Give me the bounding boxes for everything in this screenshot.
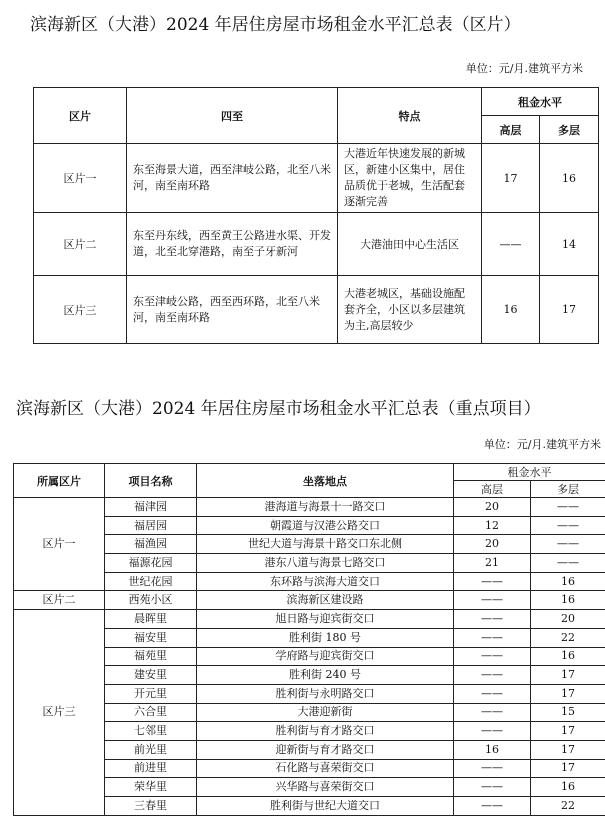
high-rent-cell: —— bbox=[454, 666, 531, 685]
header-multi: 多层 bbox=[531, 481, 605, 498]
multi-rent-cell: 16 bbox=[531, 572, 605, 591]
location-cell: 胜利街与育才路交口 bbox=[197, 722, 454, 741]
table2-unit: 单位：元/月.建筑平方米 bbox=[483, 438, 601, 451]
features-cell: 大港老城区，基础设施配套齐全，小区以多层建筑为主,高层较少 bbox=[338, 276, 482, 344]
project-name-cell: 前光里 bbox=[105, 740, 197, 759]
header-district: 所属区片 bbox=[14, 464, 105, 498]
multi-rent-cell: 16 bbox=[540, 144, 599, 213]
project-name-cell: 晨晖里 bbox=[105, 610, 197, 629]
boundary-cell: 东至海景大道，西至津岐公路，北至八米河，南至南环路 bbox=[127, 144, 338, 213]
project-name-cell: 福苑里 bbox=[105, 647, 197, 666]
high-rent-cell: 12 bbox=[454, 516, 531, 535]
location-cell: 东环路与滨海大道交口 bbox=[197, 572, 454, 591]
project-name-cell: 前进里 bbox=[105, 759, 197, 778]
district-cell: 区片三 bbox=[34, 276, 127, 344]
project-rent-table bbox=[13, 463, 605, 816]
location-cell: 石化路与喜荣街交口 bbox=[197, 759, 454, 778]
multi-rent-cell: 17 bbox=[531, 684, 605, 703]
table-row bbox=[34, 144, 599, 213]
table-row bbox=[14, 610, 605, 629]
high-rent-cell: —— bbox=[454, 722, 531, 741]
district-cell: 区片二 bbox=[14, 591, 105, 610]
high-rent-cell: 17 bbox=[482, 144, 540, 213]
header-location: 坐落地点 bbox=[197, 464, 454, 498]
header-rent: 租金水平 bbox=[454, 464, 605, 481]
district-cell: 区片一 bbox=[34, 144, 127, 213]
multi-rent-cell: 17 bbox=[540, 276, 599, 344]
header-district: 区片 bbox=[34, 88, 127, 144]
header-multi: 多层 bbox=[540, 116, 599, 144]
multi-rent-cell: —— bbox=[531, 516, 605, 535]
multi-rent-cell: —— bbox=[531, 554, 605, 573]
project-name-cell: 世纪花园 bbox=[105, 572, 197, 591]
project-name-cell: 六合里 bbox=[105, 703, 197, 722]
high-rent-cell: —— bbox=[454, 778, 531, 797]
location-cell: 大港迎新街 bbox=[197, 703, 454, 722]
high-rent-cell: —— bbox=[454, 647, 531, 666]
high-rent-cell: —— bbox=[454, 759, 531, 778]
high-rent-cell: —— bbox=[454, 572, 531, 591]
header-features: 特点 bbox=[338, 88, 482, 144]
header-project: 项目名称 bbox=[105, 464, 197, 498]
high-rent-cell: —— bbox=[454, 628, 531, 647]
project-name-cell: 开元里 bbox=[105, 684, 197, 703]
header-boundary: 四至 bbox=[127, 88, 338, 144]
features-cell: 大港近年快速发展的新城区，新建小区集中，居住品质优于老城，生活配套逐渐完善 bbox=[338, 144, 482, 213]
table-row bbox=[34, 213, 599, 276]
location-cell: 胜利街与世纪大道交口 bbox=[197, 797, 454, 816]
table2-title: 滨海新区（大港）2024 年居住房屋市场租金水平汇总表（重点项目） bbox=[16, 399, 541, 419]
district-rent-table bbox=[33, 87, 599, 344]
multi-rent-cell: 16 bbox=[531, 647, 605, 666]
district-cell: 区片三 bbox=[14, 610, 105, 816]
header-high: 高层 bbox=[454, 481, 531, 498]
high-rent-cell: 16 bbox=[454, 740, 531, 759]
multi-rent-cell: —— bbox=[531, 498, 605, 517]
header-high: 高层 bbox=[482, 116, 540, 144]
location-cell: 胜利街 240 号 bbox=[197, 666, 454, 685]
table-row bbox=[14, 591, 605, 610]
location-cell: 胜利街与永明路交口 bbox=[197, 684, 454, 703]
project-name-cell: 西苑小区 bbox=[105, 591, 197, 610]
location-cell: 旭日路与迎宾街交口 bbox=[197, 610, 454, 629]
table1-title: 滨海新区（大港）2024 年居住房屋市场租金水平汇总表（区片） bbox=[30, 15, 521, 35]
high-rent-cell: —— bbox=[454, 797, 531, 816]
table1-unit: 单位：元/月.建筑平方米 bbox=[465, 62, 583, 75]
boundary-cell: 东至津岐公路，西至西环路，北至八米河，南至南环路 bbox=[127, 276, 338, 344]
table-row bbox=[34, 276, 599, 344]
multi-rent-cell: 14 bbox=[540, 213, 599, 276]
location-cell: 世纪大道与海景十路交口东北侧 bbox=[197, 535, 454, 554]
high-rent-cell: —— bbox=[454, 610, 531, 629]
project-name-cell: 福渔园 bbox=[105, 535, 197, 554]
multi-rent-cell: —— bbox=[531, 535, 605, 554]
table-row bbox=[14, 498, 605, 517]
high-rent-cell: 20 bbox=[454, 498, 531, 517]
features-cell: 大港油田中心生活区 bbox=[338, 213, 482, 276]
location-cell: 胜利街 180 号 bbox=[197, 628, 454, 647]
multi-rent-cell: 17 bbox=[531, 759, 605, 778]
multi-rent-cell: 22 bbox=[531, 628, 605, 647]
location-cell: 兴华路与喜荣街交口 bbox=[197, 778, 454, 797]
project-name-cell: 七邻里 bbox=[105, 722, 197, 741]
boundary-cell: 东至丹东线，西至黄王公路进水渠、开发道，北至北穿港路，南至子牙新河 bbox=[127, 213, 338, 276]
high-rent-cell: 16 bbox=[482, 276, 540, 344]
multi-rent-cell: 22 bbox=[531, 797, 605, 816]
high-rent-cell: —— bbox=[454, 591, 531, 610]
high-rent-cell: —— bbox=[454, 684, 531, 703]
project-name-cell: 建安里 bbox=[105, 666, 197, 685]
project-name-cell: 三春里 bbox=[105, 797, 197, 816]
location-cell: 滨海新区建设路 bbox=[197, 591, 454, 610]
high-rent-cell: —— bbox=[454, 703, 531, 722]
project-name-cell: 福源花园 bbox=[105, 554, 197, 573]
header-rent: 租金水平 bbox=[482, 88, 599, 116]
location-cell: 迎新街与育才路交口 bbox=[197, 740, 454, 759]
multi-rent-cell: 17 bbox=[531, 666, 605, 685]
multi-rent-cell: 16 bbox=[531, 591, 605, 610]
project-name-cell: 福津园 bbox=[105, 498, 197, 517]
high-rent-cell: 21 bbox=[454, 554, 531, 573]
multi-rent-cell: 17 bbox=[531, 722, 605, 741]
multi-rent-cell: 17 bbox=[531, 740, 605, 759]
district-cell: 区片一 bbox=[14, 498, 105, 591]
location-cell: 朝霞道与汉港公路交口 bbox=[197, 516, 454, 535]
location-cell: 港东八道与海景七路交口 bbox=[197, 554, 454, 573]
high-rent-cell: —— bbox=[482, 213, 540, 276]
high-rent-cell: 20 bbox=[454, 535, 531, 554]
project-name-cell: 荣华里 bbox=[105, 778, 197, 797]
location-cell: 港海道与海景十一路交口 bbox=[197, 498, 454, 517]
multi-rent-cell: 20 bbox=[531, 610, 605, 629]
multi-rent-cell: 15 bbox=[531, 703, 605, 722]
multi-rent-cell: 16 bbox=[531, 778, 605, 797]
location-cell: 学府路与迎宾街交口 bbox=[197, 647, 454, 666]
project-name-cell: 福居园 bbox=[105, 516, 197, 535]
project-name-cell: 福安里 bbox=[105, 628, 197, 647]
district-cell: 区片二 bbox=[34, 213, 127, 276]
